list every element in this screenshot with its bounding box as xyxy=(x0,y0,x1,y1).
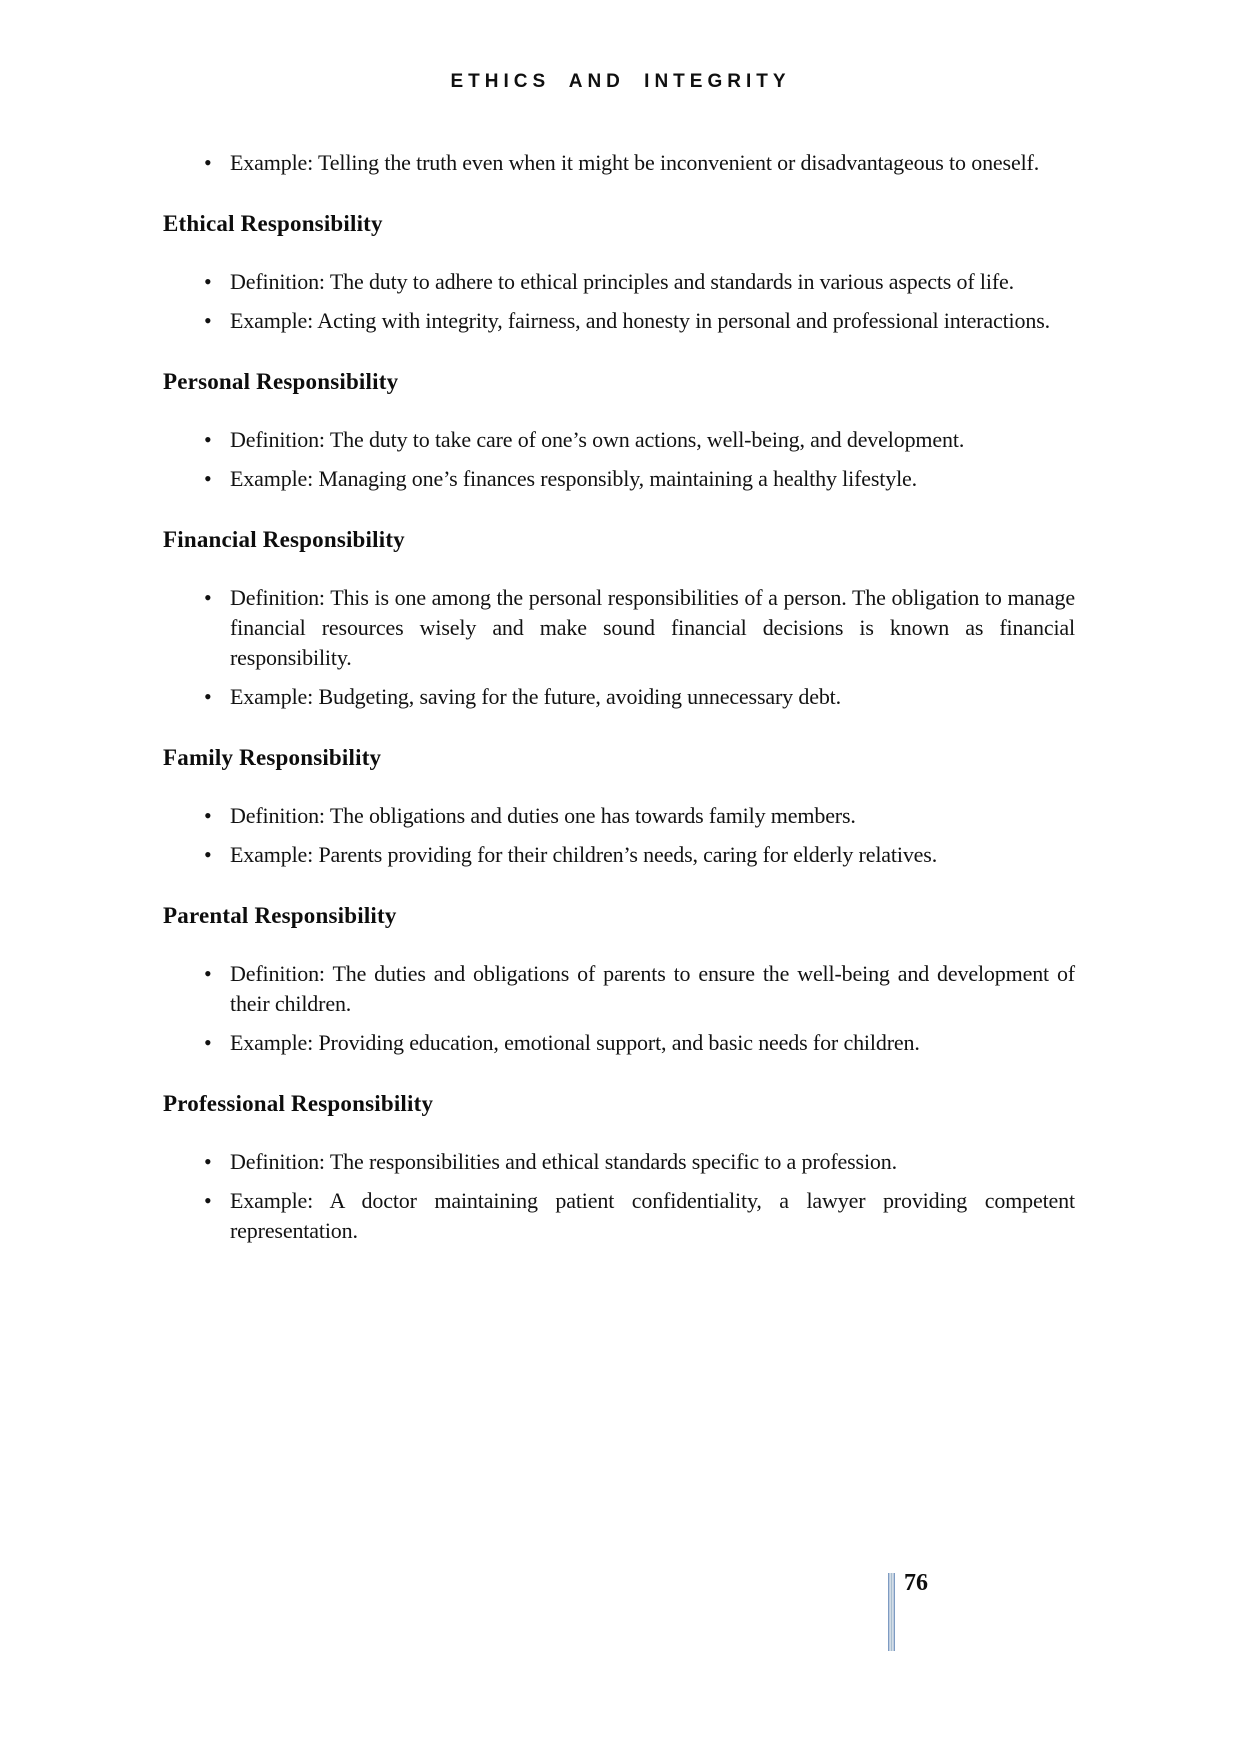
section-heading-personal-responsibility: Personal Responsibility xyxy=(163,369,399,394)
bullet-list-financial xyxy=(163,583,1075,712)
bullet-item: • Example: A doctor maintaining patient confidentiality, a lawyer providing competent representation. xyxy=(230,1186,1075,1246)
section-heading-family-responsibility: Family Responsibility xyxy=(163,745,382,770)
bullet-list-parental xyxy=(163,959,1075,1058)
bullet-item: • Example: Telling the truth even when it might be inconvenient or disadvantageous to oneself. xyxy=(230,148,1075,178)
section-heading-financial-responsibility: Financial Responsibility xyxy=(163,527,405,552)
bullet-list-personal xyxy=(163,425,1075,494)
intro-bullet-list xyxy=(163,148,1075,178)
bullet-item: • Definition: The obligations and duties one has towards family members. xyxy=(230,801,1075,831)
document-body xyxy=(163,148,1075,1246)
bullet-item: • Example: Providing education, emotional support, and basic needs for children. xyxy=(230,1028,1075,1058)
section-heading-parental-responsibility: Parental Responsibility xyxy=(163,903,397,928)
bullet-item: • Example: Budgeting, saving for the future, avoiding unnecessary debt. xyxy=(230,682,1075,712)
bullet-item: • Example: Managing one’s finances responsibly, maintaining a healthy lifestyle. xyxy=(230,464,1075,494)
document-header xyxy=(0,0,1241,95)
bullet-item: • Example: Parents providing for their children’s needs, caring for elderly relatives. xyxy=(230,840,1075,870)
bullet-list-professional xyxy=(163,1147,1075,1246)
bullet-list-ethical xyxy=(163,267,1075,336)
section-heading-professional-responsibility: Professional Responsibility xyxy=(163,1091,434,1116)
bullet-list-family xyxy=(163,801,1075,870)
page-number: 76 xyxy=(904,1570,928,1596)
header-title: ETHICS AND INTEGRITY xyxy=(450,71,791,92)
section-heading-ethical-responsibility: Ethical Responsibility xyxy=(163,211,383,236)
page-number-accent-bar xyxy=(888,1573,895,1651)
bullet-item: • Definition: This is one among the personal responsibilities of a person. The obligation to manage financial resources wisely and make sound financial decisions is known as financial responsibility. xyxy=(230,583,1075,673)
bullet-item: • Definition: The duty to adhere to ethical principles and standards in various aspects of life. xyxy=(230,267,1075,297)
bullet-item: • Example: Acting with integrity, fairness, and honesty in personal and professional interactions. xyxy=(230,306,1075,336)
bullet-item: • Definition: The duties and obligations of parents to ensure the well-being and development of their children. xyxy=(230,959,1075,1019)
bullet-item: • Definition: The duty to take care of one’s own actions, well-being, and development. xyxy=(230,425,1075,455)
bullet-item: • Definition: The responsibilities and ethical standards specific to a profession. xyxy=(230,1147,1075,1177)
